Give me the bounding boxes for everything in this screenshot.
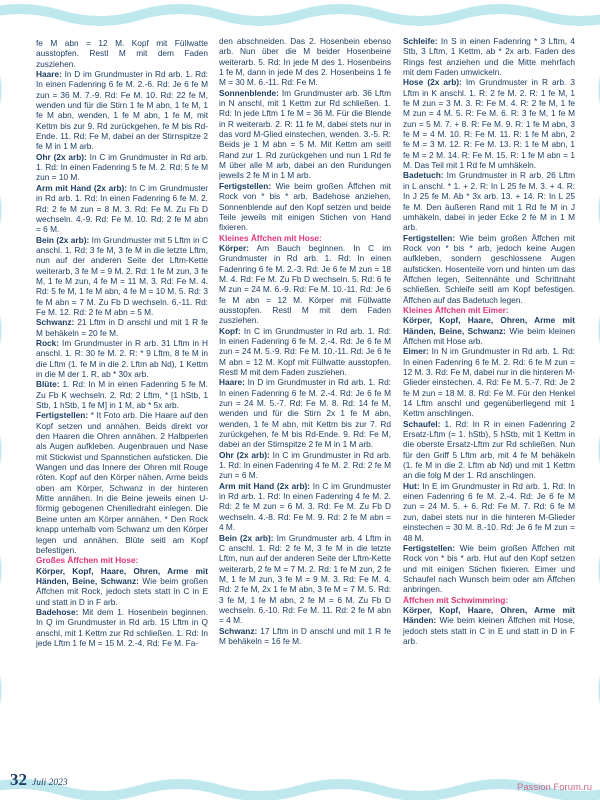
paragraph: Bein (2x arb): Im Grundmuster mit 5 Lftm in C anschl. 1. Rd: 3 fe M, 3 fe M in die letzte Lftm, nun auf der anderen Seite der Lftm-Kette weiterarb, 3 fe M = 9 M. 2. Rd: 1 fe M zun, 3 fe M, 1 fe M zun, 4 fe M = 11 M. 3. Rd: Fe M. 4. Rd: 5 fe M, 1 fe M abn, 4 fe M = 10 M. 5. Rd: 3 fe M abn = 7 M. Zu Fb D wechseln. 6.-11. Rd: Fe M. 12. Rd: 2 fe M abn = 5 M. bbox=[36, 234, 208, 317]
paragraph: Schleife: In S in einen Fadenring * 3 Lftm, 4 Stb, 3 Lftm, 1 Kettm, ab * 2x arb. Faden des Rings fest anziehen und die Mitte mehrfach mit dem Faden umwickeln. bbox=[403, 36, 575, 78]
watermark: Passion Forum.ru bbox=[517, 782, 592, 793]
paragraph: Körper: Am Bauch beginnen. In C im Grundmuster in Rd arb. 1. Rd: In einen Fadenring 6 fe M. 2.-3. Rd: Je 6 fe M zun = 18 M. 4. Rd: Fe M. Zu Fb D wechseln. 5. Rd: 6 fe M zun = 24 M. 6.-9. Rd: Fe M. 10.-11. Rd: Je 6 fe M abn = 12 M. Körper mit Füllwatte ausstopfen. Restl M mit dem Faden zusziehen. bbox=[219, 242, 391, 326]
paragraph: Körper, Kopf, Haare, Ohren, Arme mit Händen: Wie beim kleinen Äffchen mit Hose, jedoch stets statt in C in E und statt in D in F arb. bbox=[403, 604, 575, 646]
paragraph: Kopf: In C im Grundmuster in Rd arb. 1. Rd: In einen Fadenring 6 fe M. 2.-4. Rd: Je 6 fe M zun = 24 M. 5.-9. Rd: Fe M. 10.-11. Rd: Je 6 fe M abn = 12 M. Kopf mit Füllwatte ausstopfen. Restl M mit dem Faden zusziehen. bbox=[219, 325, 391, 377]
paragraph: Bein (2x arb): Im Grundmuster arb. 4 Lftm in C anschl. 1. Rd: 2 fe M, 3 fe M in die letzte Lftm, nun auf der anderen Seite der Lftm-Kette weiterarb, 2 fe M = 7 M. 2. Rd: 1 fe M zun, 2 fe M, 1 fe M zun, 3 fe M = 9 M. 3. Rd: Fe M. 4. Rd: 2 fe M, 2x 1 fe M abn, 3 fe M = 7 M. 5. Rd: 3 fe M, 1 fe M abn, 2 fe M = 6 M. Zu Fb D wechseln. 6.-10. Rd: Fe M. 11. Rd: 2 fe M abn = 4 M. bbox=[219, 532, 391, 626]
paragraph: Ohr (2x arb): In C im Grundmuster in Rd arb. 1. Rd: In einen Fadenring 5 fe M. 2. Rd: 5 fe M zun = 10 M. bbox=[36, 151, 208, 183]
section-heading: Großes Äffchen mit Hose: bbox=[36, 555, 139, 566]
paragraph: Fertigstellen: Wie beim großen Äffchen mit Rock von * bis * arb. Badehose anziehen, Sonnenblende auf den Kopf setzen und beide Teile jeweils mit einigen Stichen von Hand fixieren. bbox=[219, 180, 391, 233]
page-number: 32 bbox=[10, 770, 27, 789]
paragraph: Fertigstellen: Wie beim großen Äffchen mit Rock von * bis * arb, jedoch keine Augen aufkleben, sondern geschlossene Augen aufsticken. Hosenteile vorn und hinten um das Äffchen legen, Seitennähte und Schrittnaht schließen. Schleife seitl am Kopf befestigen. Äffchen auf das Badetuch legen. bbox=[403, 232, 575, 305]
paragraph: Ohr (2x arb): In C im Grundmuster in Rd arb. 1. Rd: In einen Fadenring 4 fe M. 2. Rd: 2 fe M zun = 6 M. bbox=[219, 449, 391, 481]
paragraph: Haare: In D im Grundmuster in Rd arb. 1. Rd: In einen Fadenring 6 fe M. 2.-6. Rd: Je 6 fe M zun = 36 M. 7.-9. Rd: Fe M. 10. Rd: 22 fe M, wenden und für die Stirn 1 fe M abn, 1 fe M, 1 fe M abn, wenden, 1 fe M abn, 1 fe M, mit Kettm bis zur 9. Rd zurückgehen, fe M bis Rd-Ende. 11. Rd: Fe M, dabei an der Stirnspitze 2 fe M in 1 M arb. bbox=[36, 69, 208, 152]
paragraph: Körper, Kopf, Haare, Ohren, Arme mit Händen, Beine, Schwanz: Wie beim kleinen Äffchen mit Hose arb. bbox=[403, 315, 575, 346]
paragraph: Schwanz: 21 Lftm in D anschl und mit 1 R fe M behäkeln = 20 fe M. bbox=[36, 317, 208, 338]
paragraph: Schwanz: 17 Lftm in D anschl und mit 1 R fe M behäkeln = 16 fe M. bbox=[219, 625, 391, 646]
paragraph: Hut: In E im Grundmuster in Rd arb. 1. Rd: In einen Fadenring 6 fe M. 2.-4. Rd: Je 6 fe M zun = 24 M. 5. + 6. Rd: Fe M. 7. Rd: 6 fe M zun, dabei stets nur in die hinteren M-Glieder einstechen = 30 M. 8.-10. Rd: Je 6 fe M zun = 48 M. bbox=[403, 480, 575, 543]
paragraph: Arm mit Hand (2x arb): In C im Grundmuster in Rd arb. 1. Rd: In einen Fadenring 6 fe M. 2. Rd: 2 fe M zun = 8 M. 3. Rd: Fe M. Zu Fb D wechseln. 4.-9. Rd: Fe M. 10. Rd: 2 fe M abn = 6 M. bbox=[36, 182, 208, 235]
page-footer bbox=[10, 770, 68, 790]
paragraph: Körper, Kopf, Haare, Ohren, Arme mit Händen, Beine, Schwanz: Wie beim großen Äffchen mit Rock, jedoch stets statt in C in E und statt in D in F arb. bbox=[36, 565, 208, 607]
paragraph: Blüte: 1. Rd: In M in einen Fadenring 5 fe M. Zu Fb K wechseln. 2. Rd: 2 Lftm, * [1 hStb, 1 Stb, 1 hStb, 1 fe M] in 1 M, ab * 5x arb. bbox=[36, 379, 208, 411]
paragraph: den abschneiden. Das 2. Hosenbein ebenso arb. Nun über die M beider Hosenbeine weiterarb. 5. Rd: In jede M des 1. Hosenbeins 1 fe M, dann in jede M des 2. Hosenbeins 1 fe M = 30 M. 6.-11. Rd: Fe M. bbox=[219, 36, 391, 88]
issue-label: Juli 2023 bbox=[32, 778, 68, 788]
section-heading: Kleines Äffchen mit Eimer: bbox=[403, 304, 509, 315]
paragraph: Sonnenblende: Im Grundmuster arb. 36 Lftm in N anschl, mit 1 Kettm zur Rd schließen. 1. Rd: In jede Lftm 1 fe M = 36 M. Für die Blende in R weiterarb. 2. R: 11 fe M, dabei stets nur in das vord M-Glied einstechen, wenden. 3.-5. R: Beids je 1 M abn = 5 M. Mit Kettm am seitl Rand zur 1. Rd zurückgehen und nun 1 Rd fe M über alle M arb, dabei an den Rundungen jeweils 2 fe M in 1 M arb. bbox=[219, 87, 391, 181]
paragraph: Schaufel: 1. Rd: In R in einen Fadenring 2 Ersatz-Lftm (= 1. hStb), 5 hStb, mit 1 Kettm in die oberste Ersatz-Lftm zur Rd schließen. Nun für den Griff 5 Lftm arb, mit 4 fe M behäkeln (1. fe M in die 2. Lftm ab Nd) und mit 1 Kettm an die folg M der 1. Rd anschlingen. bbox=[403, 418, 575, 481]
section-heading: Äffchen mit Schwimmring: bbox=[403, 594, 509, 605]
paragraph: Haare: In D im Grundmuster in Rd arb. 1. Rd: In einen Fadenring 6 fe M. 2.-4. Rd: Je 6 fe M zun = 24 M. 5.-7. Rd: Fe M. 8. Rd: 14 fe M, wenden und für die Stirn 2x 1 fe M abn, wenden, 1 fe M abn, mit Kettm bis zur 7. Rd zurückgehen, fe M bis Rd-Ende. 9. Rd: Fe M, dabei an der Stirnspitze 2 fe M in 1 M arb. bbox=[219, 377, 391, 450]
text-column-2 bbox=[219, 36, 391, 646]
paragraph: Hose (2x arb): Im Grundmuster in R arb. 3 Lftm in K anschl. 1. R: 2 fe M. 2. R: 1 fe M, 1 fe M zun = 3 M. 3. R: Fe M. 4. R: 2 fe M, 1 fe M zun = 4 M. 5. R: Fe M. 6. R: 3 fe M, 1 fe M zun = 5 M. 7. + 8. R: Fe M. 9. R: 1 fe M abn, 3 fe M = 4 M. 10. R: Fe M. 11. R: 1 fe M abn, 2 fe M = 3 M. 12. R: Fe M. 13. R: 1 fe M abn, 1 fe M = 2 M. 14. R: Fe M. 15. R: 1 fe M abn = 1 M. Das Teil mit 1 Rd fe M umhäkeln. bbox=[403, 77, 576, 171]
section-heading: Kleines Äffchen mit Hose: bbox=[219, 232, 322, 243]
paragraph: Badetuch: Im Grundmuster in R arb. 26 Lftm in L anschl. * 1. + 2. R: In L 25 fe M. 3. + 4. R: In J 25 fe M. Ab * 3x arb. 13. + 14. R: In L 25 fe M. Den äußeren Rand mit 1 Rd fe M in J umhäkeln, dabei in jeder Ecke 2 fe M in 1 M arb. bbox=[403, 170, 575, 233]
text-column-1 bbox=[36, 38, 208, 648]
paragraph: Fertigstellen: * It Foto arb. Die Haare auf den Kopf setzen und annähen. Beids direkt vor den Haaren die Ohren annähen. 2 Halbperlen als Augen aufkleben. Augenbrauen und Nase mit Stickwist und Spannstichen aufsticken. Die Wangen und das Innere der Ohren mit Rouge röten. Kopf auf den Körper nähen. Arme beids oben am Körper, Schwanz in der hinteren Mitte annähen. In die Beine jeweils einen U-förmig gebogenen Chenilledraht einlegen. Die Beine unten am Körper annähen. * Den Rock knapp unterhalb vom Schwanz um den Körper legen und annähen. Blüte seitl am Kopf befestigen. bbox=[36, 410, 208, 555]
paragraph: Fertigstellen: Wie beim großen Äffchen mit Rock von * bis * arb. Hut auf den Kopf setzen und mit einigen Stichen fixieren. Eimer und Schaufel nach Wunsch beim oder am Äffchen anbringen. bbox=[403, 542, 575, 595]
text-column-3 bbox=[403, 36, 575, 646]
paragraph: Eimer: In N im Grundmuster in Rd arb. 1. Rd: In einen Fadenring 6 fe M. 2. Rd: 6 fe M zun = 12 M. 3. Rd: Fe M, dabei nur in die hinteren M-Glieder einstechen. 4. Rd: Fe M. 5.-7. Rd: Je 2 fe M zun = 18 M. 8. Rd: Fe M. Für den Henkel 14 Lftm anschl und gegenüberliegend mit 1 Kettm anschlingen. bbox=[403, 346, 576, 419]
paragraph: fe M abn = 12 M. Kopf mit Füllwatte ausstopfen. Restl M mit dem Faden zusziehen. bbox=[36, 38, 208, 69]
paragraph: Rock: Im Grundmuster in R arb. 31 Lftm in H anschl. 1. R: 30 fe M. 2. R: * 9 Lftm, 8 fe M in die Lftm (1. fe M in die 2. Lftm ab Nd), 1 Kettm in die M der 1. R, ab * 30x arb. bbox=[36, 337, 208, 379]
paragraph: Arm mit Hand (2x arb): In C im Grundmuster in Rd arb. 1. Rd: In einen Fadenring 4 fe M. 2. Rd: 2 fe M zun = 6 M. 3. Rd: Fe M. Zu Fb D wechseln. 4.-8. Rd: Fe M. 9. Rd: 2 fe M abn = 4 M. bbox=[219, 480, 391, 533]
paragraph: Badehose: Mit dem 1. Hosenbein beginnen. In Q im Grundmuster in Rd arb. 15 Lftm in Q anschl, mit 1 Kettm zur Rd schließen. 1. Rd: In jede Lftm 1 fe M = 15 M. 2.-4. Rd: Fe M. Fa- bbox=[36, 606, 208, 648]
